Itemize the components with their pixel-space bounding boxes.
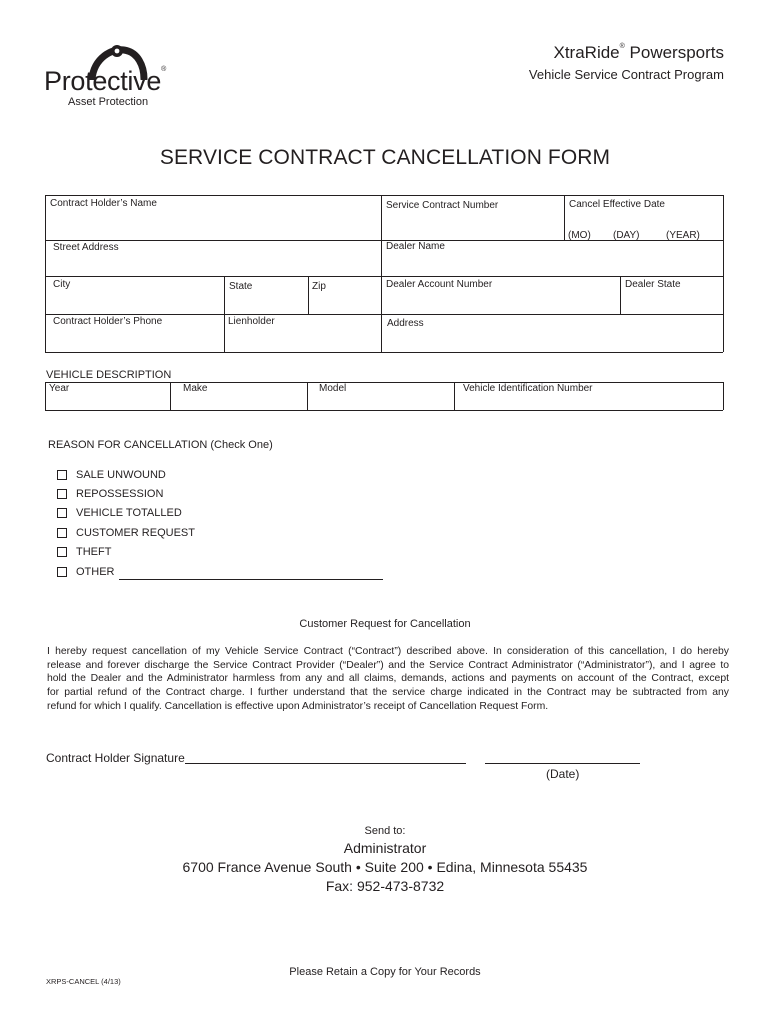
cancel-date-field[interactable]: Cancel Effective Date	[569, 199, 665, 210]
logo-wordmark: Protective®	[44, 66, 166, 96]
logo-subtitle: Asset Protection	[68, 96, 149, 108]
date-label: (Date)	[546, 767, 580, 781]
street-address-field[interactable]: Street Address	[53, 242, 119, 253]
administrator-fax: Fax: 952-473-8732	[325, 878, 445, 894]
date-day-label: (DAY)	[613, 230, 640, 241]
checkbox[interactable]	[57, 489, 67, 499]
send-to-label: Send to:	[364, 825, 406, 837]
checkbox[interactable]	[57, 470, 67, 480]
retain-notice: Please Retain a Copy for Your Records	[289, 966, 481, 978]
reason-option[interactable]: SALE UNWOUND	[57, 468, 166, 482]
vehicle-model-field[interactable]: Model	[319, 383, 347, 394]
contract-number-field[interactable]: Service Contract Number	[386, 200, 499, 211]
reason-option-other[interactable]: OTHER	[57, 565, 383, 579]
signature-line[interactable]	[185, 763, 466, 764]
dealer-account-field[interactable]: Dealer Account Number	[386, 279, 493, 290]
form-code: XRPS-CANCEL (4/13)	[46, 977, 121, 986]
other-reason-line[interactable]	[119, 569, 383, 580]
dealer-name-field[interactable]: Dealer Name	[386, 241, 445, 252]
checkbox[interactable]	[57, 508, 67, 518]
lienholder-field[interactable]: Lienholder	[228, 316, 275, 327]
reason-option[interactable]: CUSTOMER REQUEST	[57, 526, 195, 540]
date-line[interactable]	[485, 763, 640, 764]
date-year-label: (YEAR)	[666, 230, 700, 241]
signature-label: Contract Holder Signature	[46, 751, 185, 765]
form-title: SERVICE CONTRACT CANCELLATION FORM	[159, 146, 611, 169]
brand-name: XtraRide® Powersports	[553, 43, 724, 62]
holder-phone-field[interactable]: Contract Holder’s Phone	[53, 316, 163, 327]
holder-name-field[interactable]: Contract Holder’s Name	[50, 198, 157, 209]
zip-field[interactable]: Zip	[312, 281, 326, 292]
checkbox[interactable]	[57, 567, 67, 577]
program-name: Vehicle Service Contract Program	[528, 67, 724, 82]
checkbox[interactable]	[57, 528, 67, 538]
address-field[interactable]: Address	[387, 318, 424, 329]
request-heading: Customer Request for Cancellation	[299, 618, 471, 630]
state-field[interactable]: State	[229, 281, 253, 292]
checkbox[interactable]	[57, 547, 67, 557]
request-paragraph: I hereby request cancellation of my Vehicle Service Contract (“Contract”) described above. In consideration of this cancellation, I do hereby release and forever discharge the Service Contract Provider (“Dealer”) and the Service Contract Administrator (“Administrator”), and I agree to hold the Dealer and the Administrator harmless from any and all claims, demands, actions and payments on account of the Contract, except for partial refund of the Contract charge. I further understand that the service charge indicated in the Contract may be subtracted from any refund for which I qualify. Cancellation is effective upon Administrator’s receipt of Cancellation Request Form.	[47, 646, 729, 712]
dealer-state-field[interactable]: Dealer State	[625, 279, 681, 290]
reason-section-heading: REASON FOR CANCELLATION (Check One)	[48, 439, 273, 451]
vehicle-section-heading: VEHICLE DESCRIPTION	[46, 369, 172, 381]
reason-option[interactable]: VEHICLE TOTALLED	[57, 506, 182, 520]
vehicle-make-field[interactable]: Make	[183, 383, 208, 394]
administrator-address: 6700 France Avenue South • Suite 200 • Edina, Minnesota 55435	[182, 859, 588, 875]
reason-option[interactable]: REPOSSESSION	[57, 487, 163, 501]
date-mo-label: (MO)	[568, 230, 591, 241]
vehicle-year-field[interactable]: Year	[49, 383, 70, 394]
administrator-name: Administrator	[343, 840, 427, 856]
vehicle-vin-field[interactable]: Vehicle Identification Number	[463, 383, 593, 394]
city-field[interactable]: City	[53, 279, 71, 290]
reason-option[interactable]: THEFT	[57, 545, 111, 559]
